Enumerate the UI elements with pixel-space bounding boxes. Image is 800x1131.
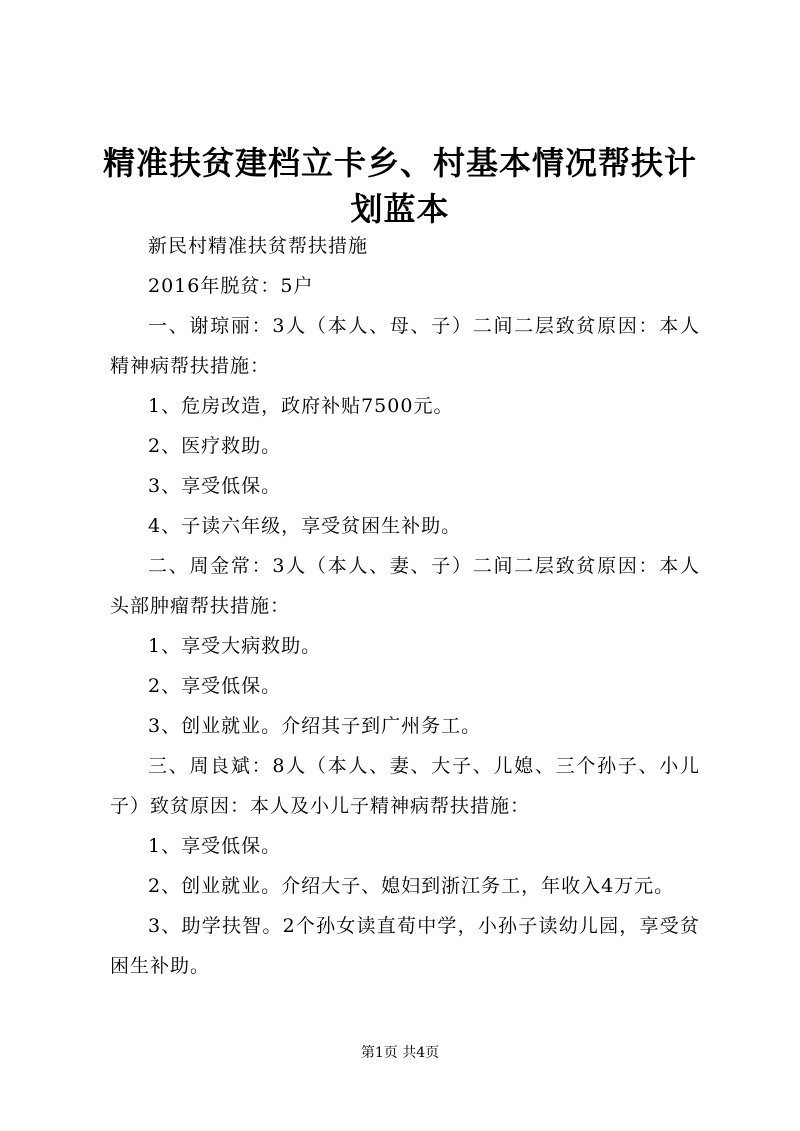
paragraph-household-3: 三、周良斌：8人（本人、妻、大子、儿媳、三个孙子、小儿子）致贫原因：本人及小儿子精神病帮扶措施： [110,755,700,817]
paragraph-household-1: 一、谢琼丽：3人（本人、母、子）二间二层致贫原因：本人精神病帮扶措施： [110,315,700,377]
paragraph-measure: 2、医疗救助。 [148,435,282,457]
paragraph-measure: 3、享受低保。 [148,475,282,497]
paragraph-heading: 新民村精准扶贫帮扶措施 [148,235,369,257]
paragraph-household-2: 二、周金常：3人（本人、妻、子）二间二层致贫原因：本人头部肿瘤帮扶措施： [110,555,700,617]
paragraph-measure: 3、助学扶智。2个孙女读直荀中学，小孙子读幼儿园，享受贫困生补助。 [110,915,700,977]
paragraph-measure: 2、享受低保。 [148,675,282,697]
document-title: 精准扶贫建档立卡乡、村基本情况帮扶计划蓝本 [102,144,697,228]
paragraph-measure: 4、子读六年级，享受贫困生补助。 [148,515,462,537]
paragraph-measure: 3、创业就业。介绍其子到广州务工。 [148,715,482,737]
document-body [110,226,700,986]
page-footer: 第1页 共4页 [360,1045,440,1061]
paragraph-measure: 1、享受低保。 [148,835,282,857]
paragraph-measure: 2、创业就业。介绍大子、媳妇到浙江务工，年收入4万元。 [148,875,675,897]
paragraph-summary: 2016年脱贫：5户 [148,275,314,297]
paragraph-measure: 1、享受大病救助。 [148,635,322,657]
paragraph-measure: 1、危房改造，政府补贴7500元。 [148,395,454,417]
